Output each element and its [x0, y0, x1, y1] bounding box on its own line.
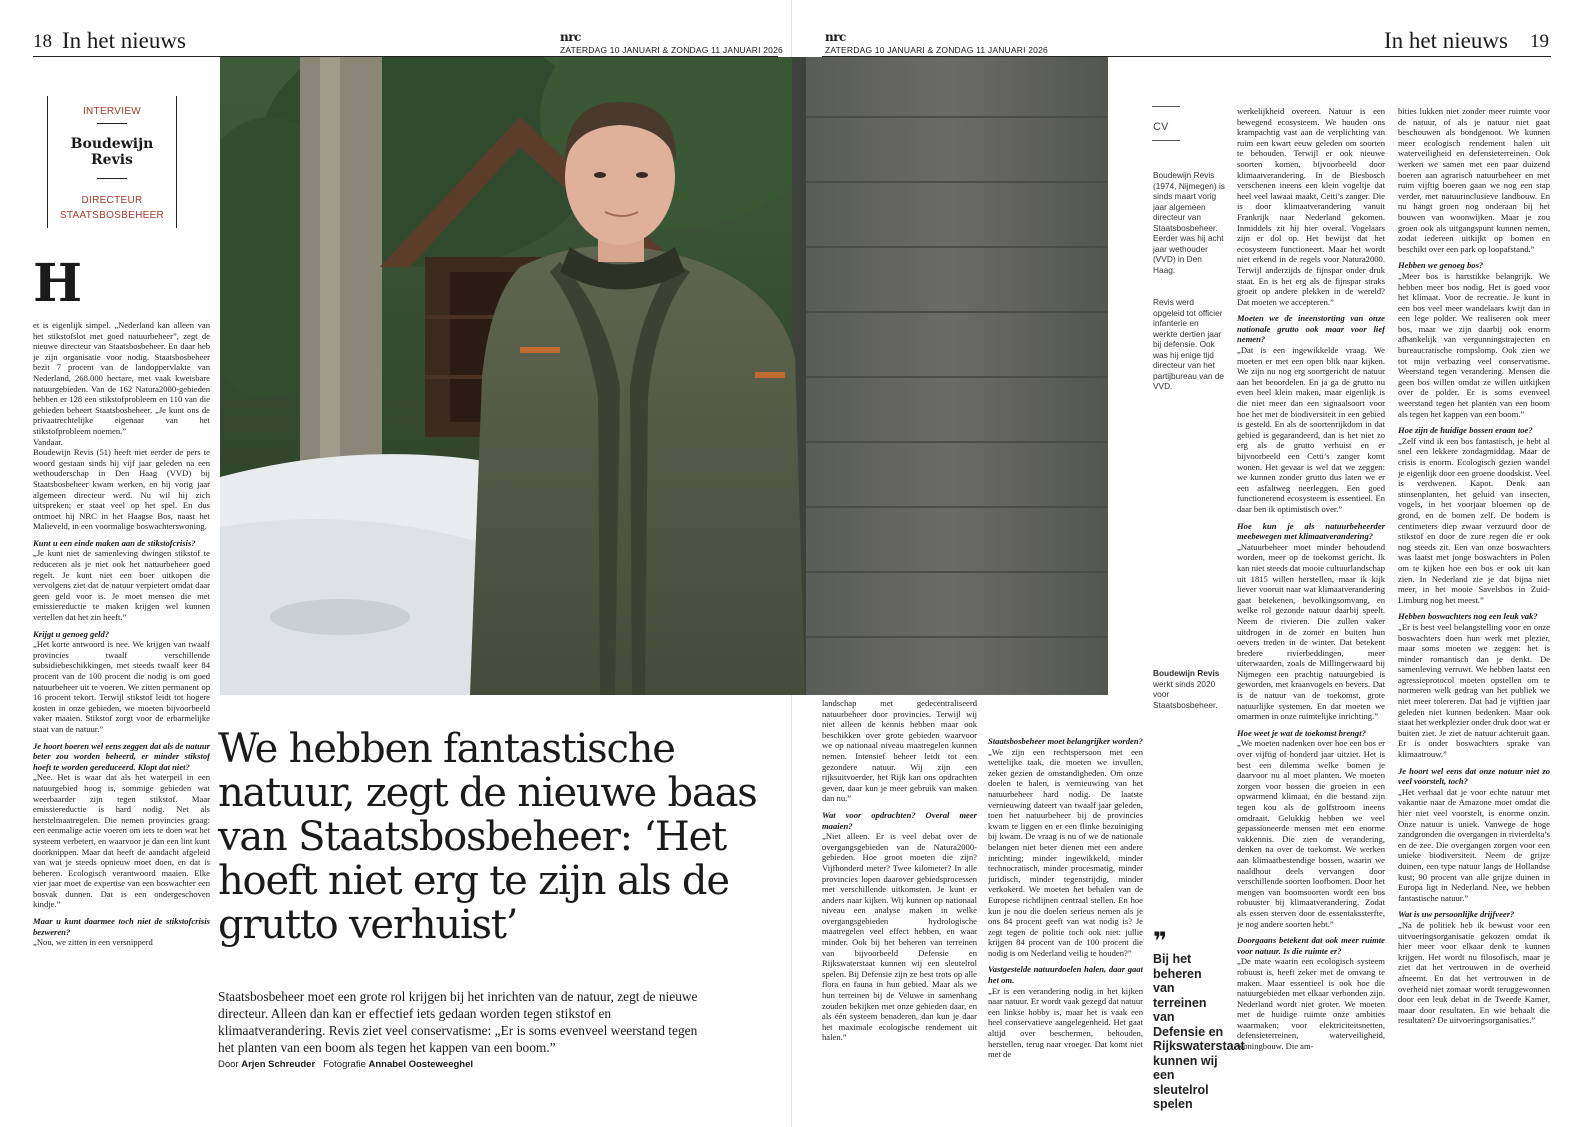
article-paragraph: „De mate waarin een ecologisch systeem robuust is, heeft zeker met de omvang te maken. Maar essentieel is ook hoe die natuurgebieden met elkaar verbonden zijn. Nederland wordt niet groter. We moeten met de huidige ruimte onze ambities waarmaken; voor elektriciteitsnetten, defensieterreinen, waterveiligheid, woningbouw. Die am-	[1237, 956, 1385, 1052]
article-paragraph: „Dat is een ingewikkelde vraag. We moeten er met een open blik naar kijken. We zijn nu nog erg soortgericht de natuur aan het beoordelen. En ja ga de grutto nu even heel klein maken, maar eigenlijk is die niet meer dan een signaalsoort voor hoe het met de biodiversiteit in een gebied is gesteld. En als de soortenrijkdom in dat gebied is gegarandeerd, dan is het niet zo erg als de grutto verhuist en er bijvoorbeeld een Cetti’s zanger komt wonen. Het gevaar is wel dat we zeggen: we kunnen zonder grutto dus laten we er een asfaltweg neerleggen. Een goed functionerend ecosysteem is essentieel. En daar ben ik optimistisch over.”	[1237, 345, 1385, 514]
cv-text-2: Revis werd opgeleid tot officier infanterie en werkte dertien jaar bij defensie. Ook was hij enige tijd directeur van het partijbureau van de VVD.	[1153, 297, 1225, 391]
right-page-number: 19	[1530, 31, 1549, 52]
interview-question: Krijgt u genoeg geld?	[33, 628, 110, 639]
kicker-role: DIRECTEUR STAATSBOSBEHEER	[59, 195, 165, 221]
article-paragraph: „Het verhaal dat je voor echte natuur met vakantie naar de Amazone moet omdat die hier niet veel voorstelt, is enorme onzin. Onze natuur is uniek. Vanwege de hoge zandgronden die overgangen in rivierdelta’s en de zee. Die overgangen zorgen voor een unieke biodiversiteit. Neem de grijze duinen, een type natuur langs de Hollandse kust; 90 procent van alle grijze duinen in Europa ligt in Nederland. Nee, we hebben fantastische natuur.”	[1398, 786, 1550, 903]
cv-label: CV	[1153, 121, 1169, 133]
article-paragraph: „Zelf vind ik een bos fantastisch, je hebt al snel een lekkere zondagmiddag. Maar de crisis is enorm. Ecologisch gezien wandel je eigenlijk door een groene doodskist. Veel is verdwenen. Kapot. Denk aan stinsenplanten, het geluid van insecten, vogels, in het voorjaar bloemen op de grond, en de bomen zelf. De bodem is centimeters diep zwaar verzuurd door de stikstof en door de zure regen die er ook nog steeds zit. Een van onze boswachters was laatst met jonge boswachters in Polen om te kijken hoe een bos er ook uit kan zien. In Nederland zie je dat bijna niet meer, in het mooie Savelsbos in Zuid-Limburg nog het meest.”	[1398, 435, 1550, 605]
right-brand-logo: nrc	[825, 30, 846, 44]
article-paragraph: „Nee. Het is waar dat als het waterpeil in een natuurgebied hoog is, sommige gebieden wat weerbaarder zijn tegen stikstof. Maar emissiereductie is hard nodig. Net als herstelmaatregelen. Die nemen provincies graag: een eenmalige actie voeren om iets te doen wat het systeem verbetert, en waarvoor je dan een lint kunt doorknippen. Maar dat heeft de aandacht afgeleid van wat je steeds opnieuw moet doen, en dat is beheren. Ecologisch verantwoord maaien. Elke vier jaar moet de expertise van een boswachter een bosvak dunnen. Dat is een ondergeschoven kindje.”	[33, 772, 210, 910]
interview-question: Vastgestelde natuurdoelen halen, daar gaat het om.	[988, 964, 1143, 986]
interview-question: Hoe zijn de huidige bossen eraan toe?	[1398, 425, 1533, 436]
article-paragraph: „Er is best veel belangstelling voor en onze boswachters doen hun werk met plezier, maar soms moeten we zeggen: het is minder romantisch dan je denkt. De samenleving verruwt. We hebben laatst een agressieprotocol moeten opstellen om te normeren welk gedrag van het publiek we niet meer tolereren. Dat had je vijftien jaar geleden niet kunnen bedenken. Maar ook staat het werkplezier onder druk door wat er buiten ziet. Je ziet de natuur achteruit gaan. Er is onder boswachters sprake van klimaatrouw.”	[1398, 621, 1550, 760]
interview-question: Je hoort wel eens dat onze natuur niet zo veel voorstelt, toch?	[1398, 765, 1550, 787]
article-column-1	[33, 320, 210, 1092]
interview-question: Moeten we de ineenstorting van onze nationale grutto ook maar voor lief nemen?	[1237, 313, 1385, 345]
article-paragraph: „Het korte antwoord is nee. We krijgen van twaalf provincies twaalf verschillende subsidiebeschikkingen, met steeds twaalf keer 84 procent van de 100 procent die nodig is om goed natuurbeheer uit te voeren. We zitten permanent op 16 procent tekort. Terwijl stikstof leidt tot hogere kosten in onze gebieden, we moeten bijvoorbeeld vaker maaien. Stikstof zorgt voor de erbarmelijke staat van de natuur.”	[33, 639, 210, 734]
article-paragraph: „Na de politiek heb ik bewust voor een uitvoeringsorganisatie gekozen omdat ik hier meer voor elkaar denk te kunnen krijgen. Het wordt nu filosofisch, maar je ziet dat het vertrouwen in de overheid afneemt. En dat het vertrouwen in de overheid niet zomaar wordt teruggewonnen door een leuk debat in de Tweede Kamer, maar door resultaten. En wie behaalt die resultaten? De uitvoeringsorganisaties.”	[1398, 919, 1550, 1026]
interview-question: Hoe weet je wat de toekomst brengt?	[1237, 727, 1366, 738]
article-paragraph: bities lukken niet zonder meer ruimte voor de natuur, of als je natuur niet gaat beschouwen als bondgenoot. We kunnen meer ecologisch rendement halen uit waterveiligheid en defensieterreinen. Ook werken we samen met een paar duizend boeren aan agrarisch natuurbeheer en met ruim vijftig boeren gaan we nog een stap verder, met natuurinclusieve landbouw. En nu hangt groen nog onderaan bij het bouwen van woonwijken. Maar je zou groen ook als uitgangspunt kunnen nemen, zodat iedereen uitkijkt op bomen en beschikt over een park op loopafstand.”	[1398, 106, 1550, 254]
interview-question: Wat is uw persoonlijke drijfveer?	[1398, 909, 1515, 920]
photo-caption-text: werkt sinds 2020 voor Staatsbosbeheer.	[1153, 678, 1218, 710]
article-paragraph: „Er is een verandering nodig in het kijken naar natuur. Er wordt vaak gezegd dat natuur een linkse hobby is, maar het is vaak een heel conservatieve aangelegenheid. Het gaat altijd over beschermen, behouden, herstellen, terug naar vroeger. Dat komt niet met de	[988, 985, 1143, 1060]
interview-question: Maar u kunt daarmee toch niet de stikstofcrisis bezweren?	[33, 916, 210, 937]
left-brand-logo: nrc	[560, 30, 581, 44]
article-paragraph: „Niet alleen. Er is veel debat over de overgangsgebieden van de Natura2000-gebieden. Hoe groot moeten die zijn? Vijfhonderd meter? Twee kilometer? In alle provincies lopen daarover gebiedsprocessen met verschillende uitkomsten. Je kunt er anders naar kijken. Wij kunnen op nationaal niveau een analyse maken in welke overgangsgebieden hydrologische maatregelen veel effect hebben, en waar minder. Ook bij het beheren van terreinen van bijvoorbeeld Defensie en Rijkswaterstaat kunnen wij een sleutelrol spelen. Bij Defensie zijn ze best trots op alle flora en fauna in hun gebied. Maar als we hun terreinen bij de Veluwe in samenhang zouden bekijken met onze gebieden daar, en als één systeem benaderen, dan kun je daar het maximale ecologische rendement uit halen.”	[822, 831, 977, 1043]
article-column-5	[1398, 106, 1550, 1106]
article-paragraph: „Meer bos is hartstikke belangrijk. We hebben meer bos nodig. Het is goed voor het klimaat. Voor de recreatie. Je kunt in een bos veel meer wandelaars kwijt dan in een lege polder. We realiseren ook meer bos, maar we zijn daarbij ook enorm afhankelijk van vergunningstrajecten en bureaucratische rompslomp. Ook zien we tot mijn verbazing veel conservatisme. Weerstand tegen verandering. Mensen die geen bos willen omdat ze willen uitkijken over de polder. Er is soms evenveel weerstand tegen het planten van een boom als tegen het kappen van een boom.”	[1398, 270, 1550, 419]
interview-question: Hebben boswachters nog een leuk vak?	[1398, 611, 1538, 622]
article-paragraph: et is eigenlijk simpel. „Nederland kan alleen van het stikstofslot met goed natuurbeheer”, zegt de nieuwe directeur van Staatsbosbeheer. En daar heb je zijn organisatie voor nodig. Staatsbosbeheer bezit 7 procent van de landoppervlakte van Nederland, 268.000 hectare, met vaak kwetsbare natuurgebieden. Van de 162 Natura2000-gebieden hebben er 128 een stikstofprobleem en 110 van die gebieden beheert Staatsbosbeheer. „Je kunt ons de privaatrechtelijke eigenaar van het stikstofprobleem noemen.”	[33, 320, 210, 436]
byline-photographer: Annabel Oosteweeghel	[368, 1059, 474, 1070]
byline-author: Arjen Schreuder	[241, 1059, 316, 1070]
interview-question: Wat voor opdrachten? Overal meer maaien?	[822, 809, 977, 831]
article-paragraph: „Natuurbeheer moet minder behoudend worden, meer op de toekomst gericht. Ik kan niet steeds dat mooie cultuurlandschap uit 1815 willen herstellen, maar ik kijk liever vooruit naar wat klimaatverandering gaat betekenen, bevolkingsomvang, en welke rol gezonde natuur daarbij speelt. Neem de rivieren. Die zullen vaker uitdrogen in de zomer en buiten hun oevers treden in de winter. Dat betekent bredere rivierbeddingen, meer uiterwaarden, zoals de Millingerwaard bij Nijmegen een prachtig natuurgebied is geworden, met kraanvogels en bevers. Dat is de natuur van de toekomst, grote natuurlijke systemen. En dat moeten we omarmen in onze ruimtelijke inrichting.”	[1237, 541, 1385, 722]
article-column-3	[988, 730, 1143, 1100]
article-paragraph: landschap met gedecentraliseerd natuurbeheer door provincies. Terwijl wij niet alleen de kennis hebben maar ook beschikken over grote gebieden waarvoor we op nationaal niveau maatregelen kunnen nemen. Intensief beheer leidt tot een gezondere natuur. Wij zijn een rijksuitvoerder, het Rijk kan ons opdrachten geven, daar kun je meer gebruik van maken dan nu.”	[822, 698, 977, 804]
left-dateline: ZATERDAG 10 JANUARI & ZONDAG 11 JANUARI 2026	[560, 45, 783, 55]
article-column-2	[822, 698, 977, 1098]
drop-cap: H	[33, 253, 83, 314]
kicker-box	[47, 96, 177, 228]
interview-question: Kunt u een einde maken aan de stikstofcrisis?	[33, 537, 196, 548]
kicker-label: INTERVIEW	[82, 106, 142, 117]
byline: Door Arjen Schreuder Fotografie Annabel Oosteweeghel	[218, 1059, 474, 1070]
article-paragraph: Vandaar.	[33, 436, 63, 447]
cv-text-1: Boudewijn Revis (1974, Nijmegen) is sinds maart vorig jaar algemeen directeur van Staatsbosbeheer. Eerder was hij acht jaar wethouder (VVD) in Den Haag.	[1153, 170, 1225, 275]
interview-question: Staatsbosbeheer moet belangrijker worden?	[988, 736, 1143, 746]
photo-caption-name: Boudewijn Revis	[1153, 668, 1220, 678]
left-section-title: In het nieuws	[62, 28, 186, 53]
kicker-name: Boudewijn Revis	[70, 136, 154, 168]
photo-caption	[1153, 668, 1225, 710]
article-paragraph: Boudewijn Revis (51) heeft niet eerder de pers te woord gestaan sinds hij vijf jaar geleden na een wethouderschap in Den Haag (VVD) bij Staatsbosbeheer kwam werken, en hij vorig jaar algemeen directeur werd. Nu wil hij zich uitspreken; er staat veel op het spel. En dus ontmoet hij NRC in het Haagse Bos, naast het Malieveld, in een voormalige boswachterswoning.	[33, 447, 210, 532]
lede: Staatsbosbeheer moet een grote rol krijgen bij het inrichten van de natuur, zegt de nieuwe directeur. Alleen dan kan er effectief iets gedaan worden tegen stikstof en klimaatverandering. Revis ziet veel conservatisme: „Er is soms evenveel weerstand tegen het planten van een boom als tegen het kappen van een boom.”	[218, 989, 698, 1055]
right-dateline: ZATERDAG 10 JANUARI & ZONDAG 11 JANUARI 2026	[825, 45, 1048, 55]
left-page-number: 18	[33, 31, 52, 52]
quote-mark-icon: ❞	[1153, 927, 1168, 955]
article-column-4	[1237, 106, 1385, 1106]
right-section-title: In het nieuws	[1384, 28, 1508, 53]
interview-question: Je hoort boeren wel eens zeggen dat als de natuur beter zou worden beheerd, er minder stikstof hoeft te worden gereduceerd. Klopt dat niet?	[33, 740, 210, 772]
pull-quote: Bij het beheren van terreinen van Defensie en Rijkswaterstaat kunnen wij een sleutelrol spelen	[1153, 952, 1245, 1111]
article-paragraph: „Nou, we zitten in een versnipperd	[33, 937, 153, 948]
portrait-photo	[220, 57, 1108, 695]
article-paragraph: „We zijn een rechtspersoon met een wettelijke taak, die moeten we invullen, zeker gezien de omstandigheden. Om onze doelen te halen, is vernieuwing van het natuurbeheer hard nodig. De laatste vernieuwing dateert van twaalf jaar geleden, toen het natuurbeheer bij de provincies kwam te liggen en er een flinke bezuiniging bij kwam. De vraag is nu of we de nationale belangen niet beter dienen met een andere inrichting; minder ingewikkeld, minder technocratisch, minder procesmatig, minder juridisch, minder tegenstrijdig, minder verkokerd. We moeten het behalen van de Europese richtlijnen centraal stellen. En hoe kun je nou die doelen serieus nemen als je ons 84 procent geeft van wat nodig is? Je zegt tegen de politie toch ook niet: jullie krijgen 84 procent van de 100 procent die nodig is om Nederland veilig te houden?”	[988, 746, 1143, 958]
headline: We hebben fantastische natuur, zegt de nieuwe baas van Staatsbosbeheer: ‘Het hoeft niet erg te zijn als de grutto verhuist’	[218, 726, 757, 948]
article-paragraph: werkelijkheid overeen. Natuur is een bewegend ecosysteem. We houden ons krampachtig vast aan de verplichting van ruim een kwart eeuw geleden om soorten te behouden. Terwijl er ook nieuwe soorten komen, bijvoorbeeld door klimaatverandering. In de Biesbosch verschenen ineens een klein vogeltje dat heel veel lawaai maakt, Cetti’s zanger. Die is door klimaatverandering vanuit Frankrijk naar Nederland gekomen. Inmiddels zit hij hier overal. Vogelaars zijn er dol op. Het bewijst dat het ecosysteem functioneert. Maar het wordt niet erkend in de regels voor Natura2000. Terwijl anderzijds de fijnspar onder druk staat. En is het erg als de fijnspar straks groeit op andere plekken in de wereld? Dat moeten we accepteren.”	[1237, 106, 1385, 307]
interview-question: Hoe kun je als natuurbeheerder meebewegen met klimaatverandering?	[1237, 520, 1385, 542]
interview-question: Doorgaans betekent dat ook meer ruimte voor natuur. Is die ruimte er?	[1237, 935, 1385, 956]
article-paragraph: „We moeten nadenken over hoe een bos er over vijftig of honderd jaar uitziet. Het is best een dilemma welke bomen je daarvoor nu al moet planten. We moeten zorgen voor bossen die groeien in een opwarmend klimaat, én die bestand zijn tegen kou als de golfstroom ineens omdraait. Gelukkig hebben we veel gepassioneerde mensen met een enorme vakkennis. Die zien de verandering, denken na over de toekomst. We werken aan klimaatbestendige bossen, waarin we naaldhout deels vervangen door verschillende soorten loofbomen. Door het mengen van boomsoorten wordt een bos robuuster bij klimaatverandering. Zodat als essen sterven door de essentakssterfte, je nog andere soorten hebt.”	[1237, 738, 1385, 929]
article-paragraph: „Je kunt niet de samenleving dwingen stikstof te reduceren als je niet ook het natuurbeheer goed regelt. Je kunt niet een boer uitkopen die vervolgens ziet dat de natuur verpietert omdat daar geen geld voor is. Je moet mensen die met emissiereductie te maken krijgen wel kunnen vertellen dat het zin heeft.”	[33, 548, 210, 623]
interview-question: Hebben we genoeg bos?	[1398, 260, 1484, 271]
